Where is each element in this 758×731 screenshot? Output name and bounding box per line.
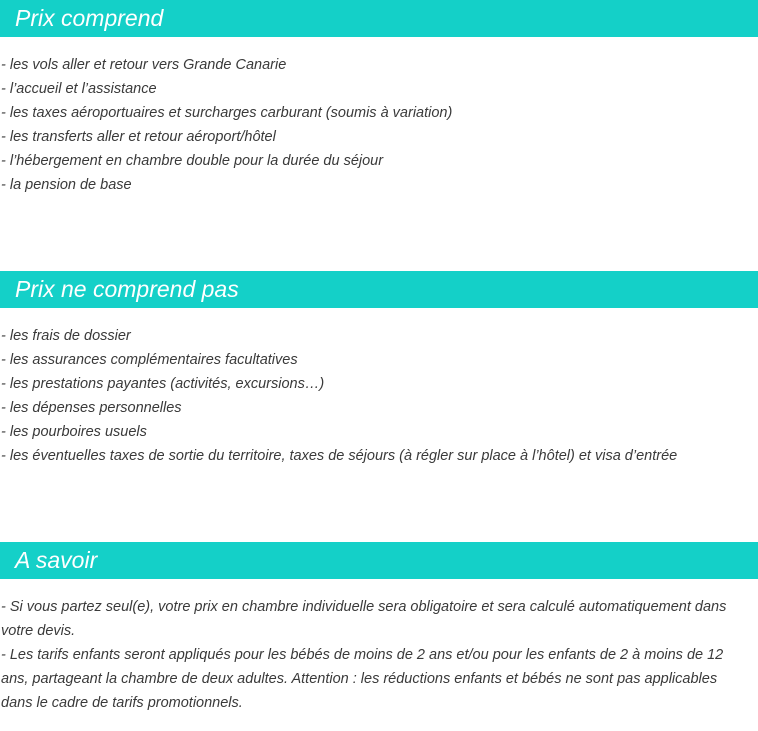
list-item: - les assurances complémentaires facultatives — [1, 352, 298, 368]
section-paragraphs — [0, 579, 758, 715]
section-title: Prix ne comprend pas — [0, 271, 758, 308]
paragraph: - Si vous partez seul(e), votre prix en chambre individuelle sera obligatoire et sera calculé automatiquement dans votre devis. — [1, 599, 727, 639]
list-item: - l’accueil et l’assistance — [1, 81, 157, 97]
list-item: - les vols aller et retour vers Grande Canarie — [1, 57, 287, 73]
list-item: - les prestations payantes (activités, excursions…) — [1, 376, 325, 392]
section-title: Prix comprend — [0, 0, 758, 37]
paragraph: - Les tarifs enfants seront appliqués pour les bébés de moins de 2 ans et/ou pour les enfants de 2 à moins de 12 ans, partageant la chambre de deux adultes. Attention : les réductions enfants et bébés ne sont pas applicables dans le cadre de tarifs promotionnels. — [1, 647, 724, 711]
list-item: - l’hébergement en chambre double pour la durée du séjour — [1, 153, 384, 169]
section-title: A savoir — [0, 542, 758, 579]
section-prix-comprend — [0, 0, 758, 197]
section-list — [0, 37, 758, 197]
list-item: - la pension de base — [1, 177, 132, 193]
section-list — [0, 308, 758, 468]
list-item: - les transferts aller et retour aéroport/hôtel — [1, 129, 276, 145]
list-item: - les frais de dossier — [1, 328, 131, 344]
list-item: - les dépenses personnelles — [1, 400, 182, 416]
list-item: - les pourboires usuels — [1, 424, 147, 440]
list-item: - les taxes aéroportuaires et surcharges carburant (soumis à variation) — [1, 105, 453, 121]
section-prix-ne-comprend-pas — [0, 271, 758, 468]
list-item: - les éventuelles taxes de sortie du territoire, taxes de séjours (à régler sur place à l’hôtel) et visa d’entrée — [1, 448, 678, 464]
section-a-savoir — [0, 542, 758, 715]
